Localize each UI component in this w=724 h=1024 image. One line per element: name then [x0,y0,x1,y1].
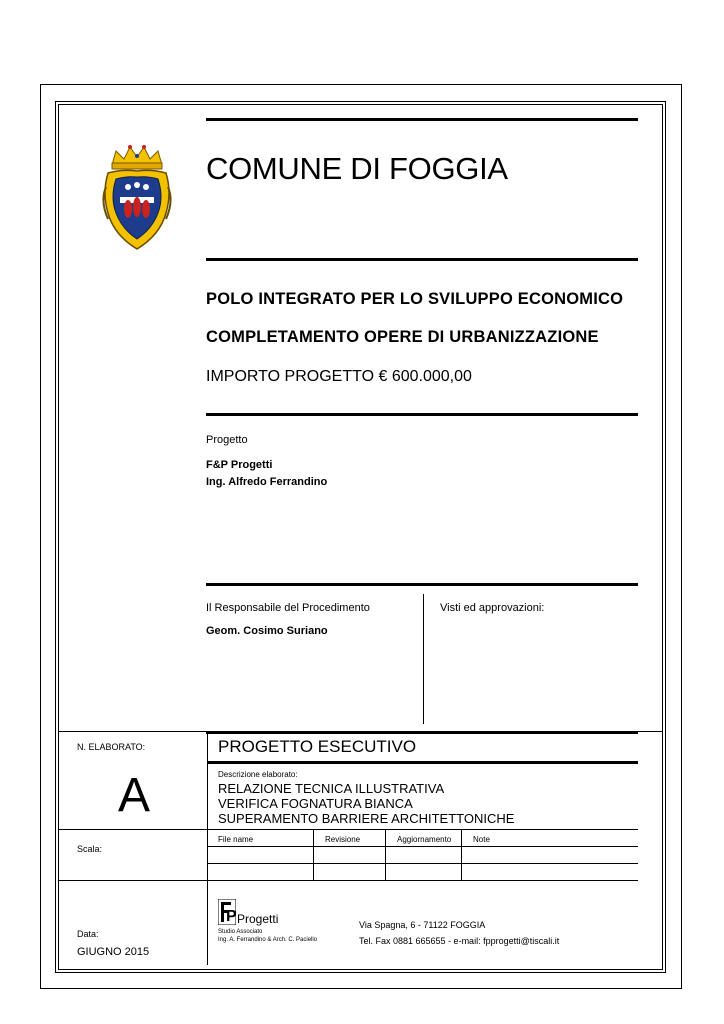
data-value: GIUGNO 2015 [77,946,150,958]
fp-logo-letter: P [226,908,237,925]
descrizione-label: Descrizione elaborato: [218,770,298,779]
project-title-line1: POLO INTEGRATO PER LO SVILUPPO ECONOMICO [206,290,624,308]
scala-label: Scala: [77,844,103,854]
data-label: Data: [77,929,99,939]
responsabile-name: Geom. Cosimo Suriano [206,625,328,637]
phase-rule [207,761,638,764]
title-block-thick-rule [206,731,638,734]
descrizione-line-1: RELAZIONE TECNICA ILLUSTRATIVA [218,781,445,796]
table-header-aggiornamento: Aggiornamento [397,835,452,844]
studio-contact: Tel. Fax 0881 665655 - e-mail: fpprogetti@tiscali.it [359,936,560,946]
descrizione-line-2: VERIFICA FOGNATURA BIANCA [218,796,413,811]
elaborato-code: A [118,769,151,822]
project-title-line2: COMPLETAMENTO OPERE DI URBANIZZAZIONE [206,328,599,346]
descrizione-line-3: SUPERAMENTO BARRIERE ARCHITETTONICHE [218,811,515,826]
table-col-divider-1 [313,830,314,880]
page-title: COMUNE DI FOGGIA [206,151,508,186]
table-bottom-rule [58,880,638,881]
progetto-engineer: Ing. Alfredo Ferrandino [206,476,328,488]
studio-name: Progetti [237,912,279,926]
progetto-firm: F&P Progetti [206,459,273,471]
project-amount: IMPORTO PROGETTO € 600.000,00 [206,368,472,385]
title-block-vertical [207,733,208,965]
responsabile-label: Il Responsabile del Procedimento [206,602,370,614]
progetto-label: Progetto [206,434,248,446]
table-col-divider-3 [461,830,462,880]
progetto-rule [206,583,638,586]
studio-partners: Ing. A. Ferrandino & Arch. C. Paciello [218,937,318,943]
foggia-crest-logo [100,143,174,253]
table-row-rule-2 [207,863,638,864]
table-header-file-name: File name [218,835,254,844]
table-header-revisione: Revisione [325,835,361,844]
table-header-note: Note [473,835,490,844]
approvazioni-label: Visti ed approvazioni: [440,602,545,614]
approvazioni-divider [423,594,424,724]
studio-address: Via Spagna, 6 - 71122 FOGGIA [359,920,486,930]
table-row-rule-1 [207,846,638,847]
project-rule [206,413,638,416]
table-col-divider-2 [385,830,386,880]
title-rule [206,258,638,261]
elaborato-label: N. ELABORATO: [77,742,146,752]
project-phase: PROGETTO ESECUTIVO [218,737,417,756]
scala-top-rule [58,829,638,830]
top-rule [206,118,638,121]
studio-subtitle: Studio Associato [218,929,263,935]
